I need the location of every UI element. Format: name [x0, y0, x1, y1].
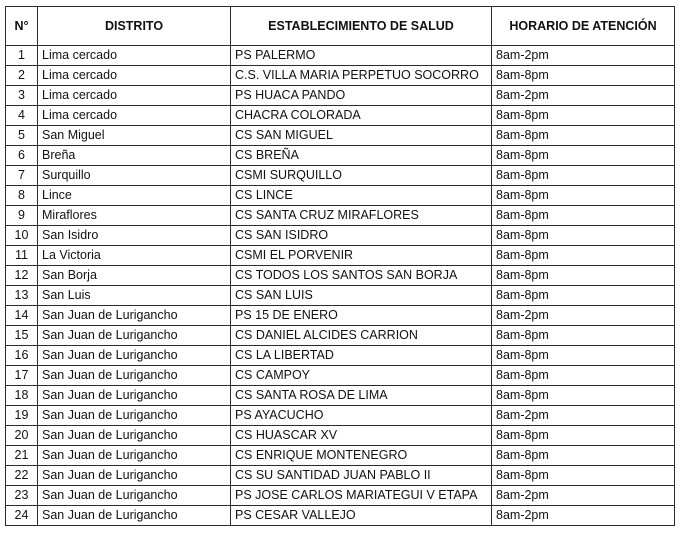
cell-horario: 8am-2pm	[492, 46, 675, 66]
cell-distrito: La Victoria	[38, 246, 231, 266]
health-establishments-table	[5, 6, 675, 526]
cell-establecimiento: CS HUASCAR XV	[231, 426, 492, 446]
cell-num: 4	[6, 106, 38, 126]
cell-establecimiento: CS SANTA ROSA DE LIMA	[231, 386, 492, 406]
cell-horario: 8am-8pm	[492, 226, 675, 246]
cell-establecimiento: PS PALERMO	[231, 46, 492, 66]
table-row	[6, 486, 675, 506]
cell-establecimiento: CHACRA COLORADA	[231, 106, 492, 126]
cell-horario: 8am-2pm	[492, 506, 675, 526]
cell-horario: 8am-8pm	[492, 126, 675, 146]
cell-establecimiento: CS CAMPOY	[231, 366, 492, 386]
table-row	[6, 166, 675, 186]
table-row	[6, 286, 675, 306]
table-row	[6, 66, 675, 86]
cell-establecimiento: CS LA LIBERTAD	[231, 346, 492, 366]
cell-establecimiento: CSMI SURQUILLO	[231, 166, 492, 186]
header-establecimiento: ESTABLECIMIENTO DE SALUD	[231, 7, 492, 46]
cell-distrito: San Juan de Lurigancho	[38, 366, 231, 386]
cell-establecimiento: PS 15 DE ENERO	[231, 306, 492, 326]
cell-establecimiento: CS SAN ISIDRO	[231, 226, 492, 246]
table-row	[6, 266, 675, 286]
cell-num: 8	[6, 186, 38, 206]
cell-distrito: Lima cercado	[38, 106, 231, 126]
cell-establecimiento: CS BREÑA	[231, 146, 492, 166]
cell-num: 12	[6, 266, 38, 286]
header-row	[6, 7, 675, 46]
cell-distrito: San Isidro	[38, 226, 231, 246]
table-row	[6, 226, 675, 246]
cell-num: 2	[6, 66, 38, 86]
cell-num: 18	[6, 386, 38, 406]
cell-horario: 8am-8pm	[492, 106, 675, 126]
cell-establecimiento: CSMI EL PORVENIR	[231, 246, 492, 266]
table-row	[6, 186, 675, 206]
table-row	[6, 106, 675, 126]
cell-distrito: Miraflores	[38, 206, 231, 226]
cell-horario: 8am-8pm	[492, 366, 675, 386]
cell-distrito: San Juan de Lurigancho	[38, 506, 231, 526]
cell-num: 19	[6, 406, 38, 426]
cell-num: 6	[6, 146, 38, 166]
cell-establecimiento: PS HUACA PANDO	[231, 86, 492, 106]
table-row	[6, 446, 675, 466]
cell-distrito: San Miguel	[38, 126, 231, 146]
table-row	[6, 406, 675, 426]
table-row	[6, 506, 675, 526]
table-row	[6, 146, 675, 166]
table-body	[6, 46, 675, 526]
cell-establecimiento: CS DANIEL ALCIDES CARRION	[231, 326, 492, 346]
cell-distrito: Lima cercado	[38, 46, 231, 66]
table-row	[6, 126, 675, 146]
cell-horario: 8am-2pm	[492, 86, 675, 106]
cell-distrito: San Juan de Lurigancho	[38, 346, 231, 366]
cell-establecimiento: CS SAN MIGUEL	[231, 126, 492, 146]
cell-distrito: San Juan de Lurigancho	[38, 326, 231, 346]
cell-distrito: San Juan de Lurigancho	[38, 446, 231, 466]
cell-establecimiento: CS SU SANTIDAD JUAN PABLO II	[231, 466, 492, 486]
cell-num: 13	[6, 286, 38, 306]
cell-distrito: San Juan de Lurigancho	[38, 306, 231, 326]
cell-num: 10	[6, 226, 38, 246]
cell-horario: 8am-8pm	[492, 466, 675, 486]
cell-establecimiento: PS JOSE CARLOS MARIATEGUI V ETAPA	[231, 486, 492, 506]
cell-num: 17	[6, 366, 38, 386]
cell-establecimiento: CS SANTA CRUZ MIRAFLORES	[231, 206, 492, 226]
table-row	[6, 206, 675, 226]
cell-num: 22	[6, 466, 38, 486]
cell-distrito: Lima cercado	[38, 66, 231, 86]
cell-distrito: Lince	[38, 186, 231, 206]
cell-distrito: Breña	[38, 146, 231, 166]
cell-num: 20	[6, 426, 38, 446]
cell-horario: 8am-8pm	[492, 326, 675, 346]
cell-horario: 8am-8pm	[492, 346, 675, 366]
cell-establecimiento: CS TODOS LOS SANTOS SAN BORJA	[231, 266, 492, 286]
cell-horario: 8am-8pm	[492, 266, 675, 286]
cell-horario: 8am-8pm	[492, 386, 675, 406]
cell-distrito: San Juan de Lurigancho	[38, 386, 231, 406]
cell-horario: 8am-8pm	[492, 66, 675, 86]
table-row	[6, 426, 675, 446]
cell-horario: 8am-8pm	[492, 206, 675, 226]
cell-horario: 8am-2pm	[492, 486, 675, 506]
header-horario: HORARIO DE ATENCIÓN	[492, 7, 675, 46]
cell-distrito: Lima cercado	[38, 86, 231, 106]
cell-establecimiento: PS CESAR VALLEJO	[231, 506, 492, 526]
cell-num: 24	[6, 506, 38, 526]
cell-distrito: Surquillo	[38, 166, 231, 186]
cell-distrito: San Juan de Lurigancho	[38, 486, 231, 506]
cell-establecimiento: C.S. VILLA MARIA PERPETUO SOCORRO	[231, 66, 492, 86]
cell-horario: 8am-8pm	[492, 166, 675, 186]
cell-horario: 8am-8pm	[492, 446, 675, 466]
cell-num: 11	[6, 246, 38, 266]
table-row	[6, 326, 675, 346]
table-row	[6, 466, 675, 486]
cell-establecimiento: CS ENRIQUE MONTENEGRO	[231, 446, 492, 466]
cell-horario: 8am-8pm	[492, 246, 675, 266]
table-row	[6, 346, 675, 366]
table-row	[6, 386, 675, 406]
cell-distrito: San Juan de Lurigancho	[38, 426, 231, 446]
cell-num: 14	[6, 306, 38, 326]
cell-horario: 8am-2pm	[492, 406, 675, 426]
cell-distrito: San Borja	[38, 266, 231, 286]
cell-num: 9	[6, 206, 38, 226]
table-header	[6, 7, 675, 46]
header-num: N°	[6, 7, 38, 46]
cell-horario: 8am-2pm	[492, 306, 675, 326]
cell-num: 5	[6, 126, 38, 146]
cell-num: 15	[6, 326, 38, 346]
table-row	[6, 366, 675, 386]
cell-horario: 8am-8pm	[492, 146, 675, 166]
cell-num: 7	[6, 166, 38, 186]
table-row	[6, 46, 675, 66]
cell-num: 16	[6, 346, 38, 366]
table-row	[6, 306, 675, 326]
table-row	[6, 246, 675, 266]
cell-num: 21	[6, 446, 38, 466]
cell-establecimiento: CS SAN LUIS	[231, 286, 492, 306]
cell-num: 3	[6, 86, 38, 106]
table-row	[6, 86, 675, 106]
cell-horario: 8am-8pm	[492, 426, 675, 446]
cell-establecimiento: PS AYACUCHO	[231, 406, 492, 426]
cell-horario: 8am-8pm	[492, 186, 675, 206]
cell-establecimiento: CS LINCE	[231, 186, 492, 206]
cell-num: 1	[6, 46, 38, 66]
header-distrito: DISTRITO	[38, 7, 231, 46]
cell-num: 23	[6, 486, 38, 506]
cell-distrito: San Juan de Lurigancho	[38, 466, 231, 486]
cell-horario: 8am-8pm	[492, 286, 675, 306]
cell-distrito: San Juan de Lurigancho	[38, 406, 231, 426]
cell-distrito: San Luis	[38, 286, 231, 306]
